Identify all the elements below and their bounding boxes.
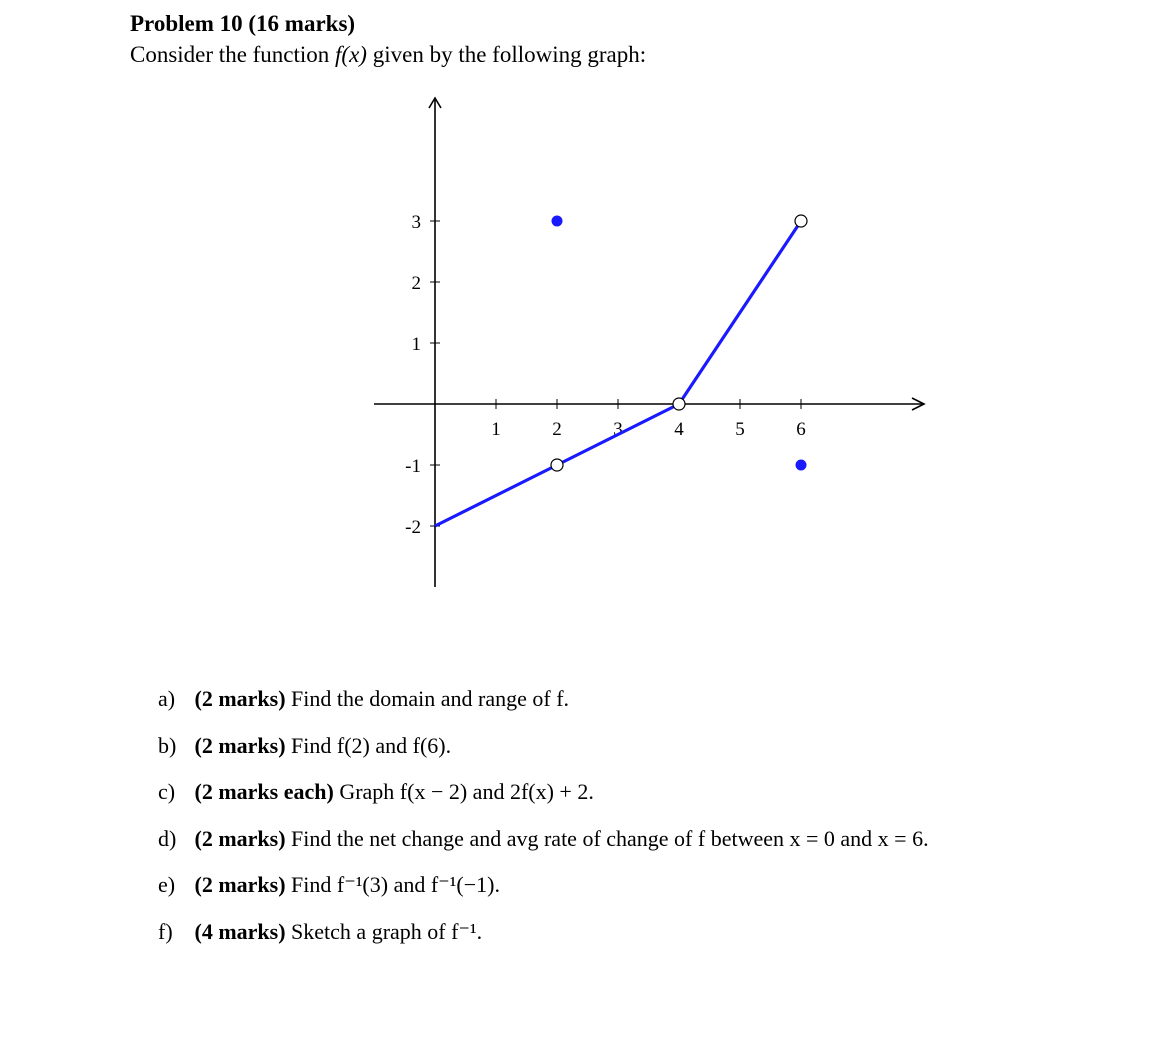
graph-segments [435,221,801,526]
problem-title: Problem 10 (16 marks) [130,11,356,36]
question-text: Find the domain and range of f. [291,686,570,711]
question-b [158,731,929,778]
segment-2 [557,404,679,465]
open-point [795,215,807,227]
question-f [158,917,929,964]
y-tick-label-3: 3 [411,212,421,233]
question-list [158,684,929,963]
question-label: b) [158,732,177,758]
x-tick-label-2: 2 [552,419,562,440]
question-marks: (2 marks each) [194,779,334,804]
intro-func: f(x) [335,42,367,67]
question-label: c) [158,779,176,804]
question-d [158,824,929,871]
x-tick-label-4: 4 [674,419,684,440]
question-label: d) [158,825,177,851]
question-label: f) [158,918,173,944]
question-marks: (2 marks) [194,825,286,851]
y-tick-label--2: -2 [405,517,421,538]
open-point [673,398,685,410]
question-text: Find f(2) and f(6). [291,732,452,758]
intro-text: Consider the function [130,42,330,67]
y-tick-label-2: 2 [411,273,421,294]
open-point [551,459,563,471]
closed-point [552,216,563,227]
question-a [158,684,929,731]
question-marks: (2 marks) [194,732,286,758]
question-text: Sketch a graph of f⁻¹. [291,918,483,944]
question-text: Find f⁻¹(3) and f⁻¹(−1). [291,872,500,897]
intro-rest: given by the following graph: [372,42,647,67]
question-marks: (2 marks) [194,872,286,897]
segment-3 [679,221,801,404]
question-e [158,870,929,917]
question-label: e) [158,872,176,897]
question-c [158,777,929,824]
question-label: a) [158,686,176,711]
question-marks: (2 marks) [194,686,286,711]
x-tick-label-6: 6 [796,419,806,440]
closed-point [796,460,807,471]
y-tick-label--1: -1 [405,456,421,477]
x-tick-label-1: 1 [491,419,501,440]
question-marks: (4 marks) [194,918,286,944]
question-text: Find the net change and avg rate of change of f between x = 0 and x = 6. [291,825,929,851]
x-tick-label-3: 3 [613,419,623,440]
x-tick-label-5: 5 [735,419,745,440]
y-tick-label-1: 1 [411,334,421,355]
segment-1 [435,465,557,526]
question-text: Graph f(x − 2) and 2f(x) + 2. [339,779,594,804]
